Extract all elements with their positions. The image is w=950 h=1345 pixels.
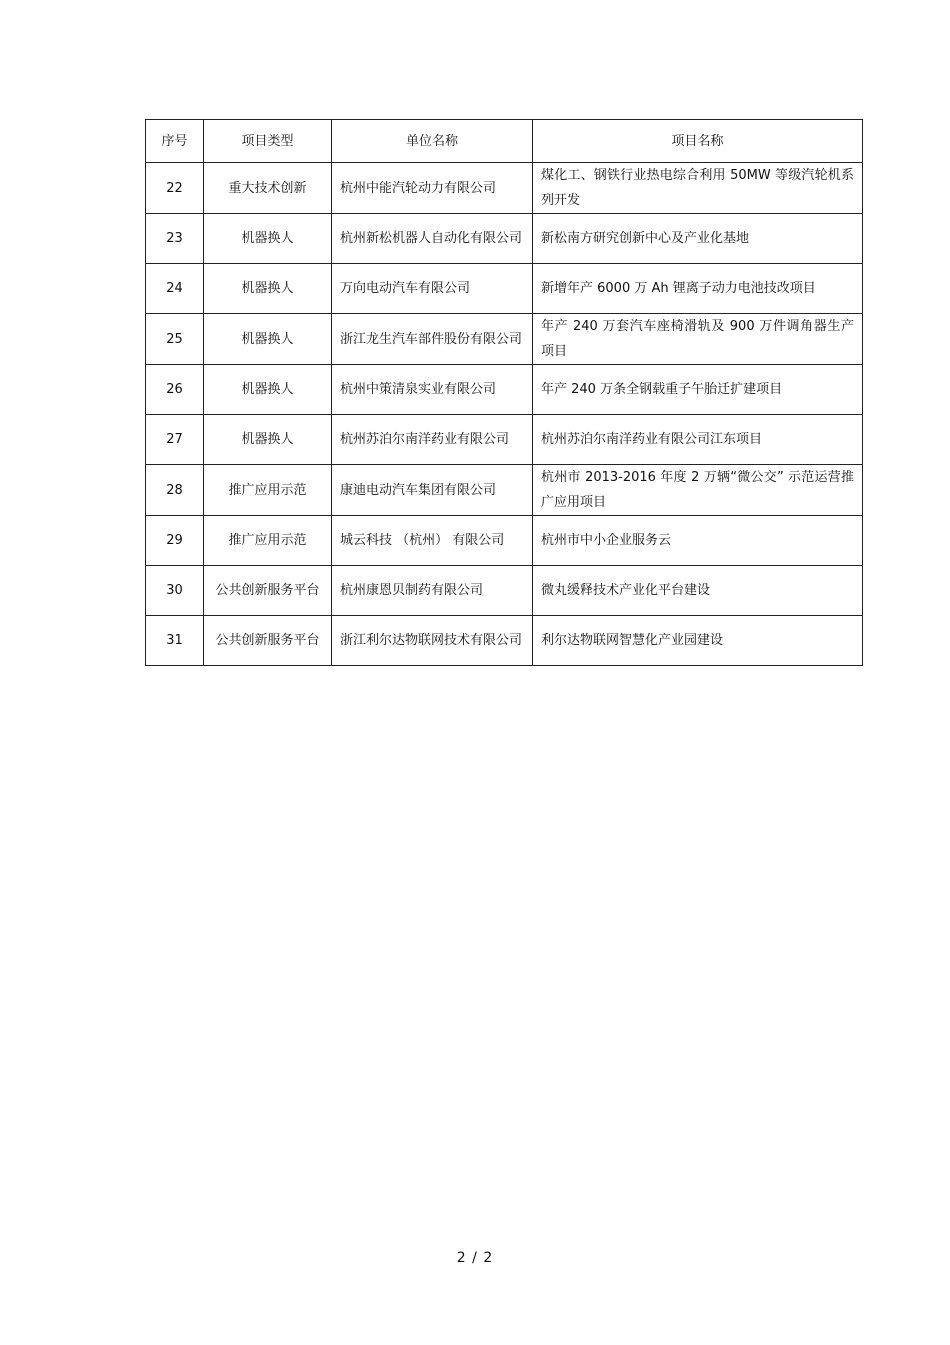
- header-org: 单位名称: [332, 120, 533, 163]
- cell-org: 城云科技 （杭州） 有限公司: [332, 516, 533, 566]
- cell-no: 23: [146, 214, 204, 264]
- cell-type: 机器换人: [204, 264, 332, 314]
- cell-no: 26: [146, 365, 204, 415]
- table-row: [146, 516, 863, 566]
- page-number: [0, 1250, 950, 1266]
- page-total: 2: [483, 1250, 494, 1266]
- cell-org: 杭州新松机器人自动化有限公司: [332, 214, 533, 264]
- table-row: [146, 163, 863, 214]
- cell-type: 机器换人: [204, 365, 332, 415]
- header-type: 项目类型: [204, 120, 332, 163]
- cell-type: 推广应用示范: [204, 465, 332, 516]
- table-row: [146, 415, 863, 465]
- cell-type: 公共创新服务平台: [204, 566, 332, 616]
- cell-project: 新增年产 6000 万 Ah 锂离子动力电池技改项目: [533, 264, 863, 314]
- cell-type: 重大技术创新: [204, 163, 332, 214]
- table-row: [146, 314, 863, 365]
- table-row: [146, 365, 863, 415]
- cell-type: 机器换人: [204, 415, 332, 465]
- cell-org: 杭州苏泊尔南洋药业有限公司: [332, 415, 533, 465]
- cell-project: 新松南方研究创新中心及产业化基地: [533, 214, 863, 264]
- cell-no: 22: [146, 163, 204, 214]
- cell-type: 机器换人: [204, 214, 332, 264]
- cell-org: 浙江利尔达物联网技术有限公司: [332, 616, 533, 666]
- cell-project: 年产 240 万套汽车座椅滑轨及 900 万件调角器生产项目: [533, 314, 863, 365]
- cell-project: 年产 240 万条全钢载重子午胎迁扩建项目: [533, 365, 863, 415]
- cell-type: 推广应用示范: [204, 516, 332, 566]
- cell-type: 机器换人: [204, 314, 332, 365]
- cell-org: 杭州中能汽轮动力有限公司: [332, 163, 533, 214]
- page-separator: /: [472, 1250, 478, 1266]
- cell-no: 24: [146, 264, 204, 314]
- cell-no: 31: [146, 616, 204, 666]
- cell-no: 28: [146, 465, 204, 516]
- cell-no: 30: [146, 566, 204, 616]
- cell-project: 杭州苏泊尔南洋药业有限公司江东项目: [533, 415, 863, 465]
- cell-project: 杭州市中小企业服务云: [533, 516, 863, 566]
- table-row: [146, 214, 863, 264]
- page-current: 2: [456, 1250, 467, 1266]
- cell-org: 万向电动汽车有限公司: [332, 264, 533, 314]
- header-project: 项目名称: [533, 120, 863, 163]
- cell-org: 康迪电动汽车集团有限公司: [332, 465, 533, 516]
- table-row: [146, 264, 863, 314]
- project-table: [145, 119, 863, 666]
- cell-type: 公共创新服务平台: [204, 616, 332, 666]
- cell-org: 杭州中策清泉实业有限公司: [332, 365, 533, 415]
- cell-no: 29: [146, 516, 204, 566]
- table-header-row: [146, 120, 863, 163]
- table-row: [146, 616, 863, 666]
- cell-project: 煤化工、钢铁行业热电综合利用 50MW 等级汽轮机系列开发: [533, 163, 863, 214]
- cell-no: 25: [146, 314, 204, 365]
- header-no: 序号: [146, 120, 204, 163]
- cell-no: 27: [146, 415, 204, 465]
- table-row: [146, 465, 863, 516]
- cell-project: 杭州市 2013-2016 年度 2 万辆“微公交” 示范运营推广应用项目: [533, 465, 863, 516]
- table-row: [146, 566, 863, 616]
- cell-org: 浙江龙生汽车部件股份有限公司: [332, 314, 533, 365]
- cell-project: 微丸缓释技术产业化平台建设: [533, 566, 863, 616]
- cell-project: 利尔达物联网智慧化产业园建设: [533, 616, 863, 666]
- cell-org: 杭州康恩贝制药有限公司: [332, 566, 533, 616]
